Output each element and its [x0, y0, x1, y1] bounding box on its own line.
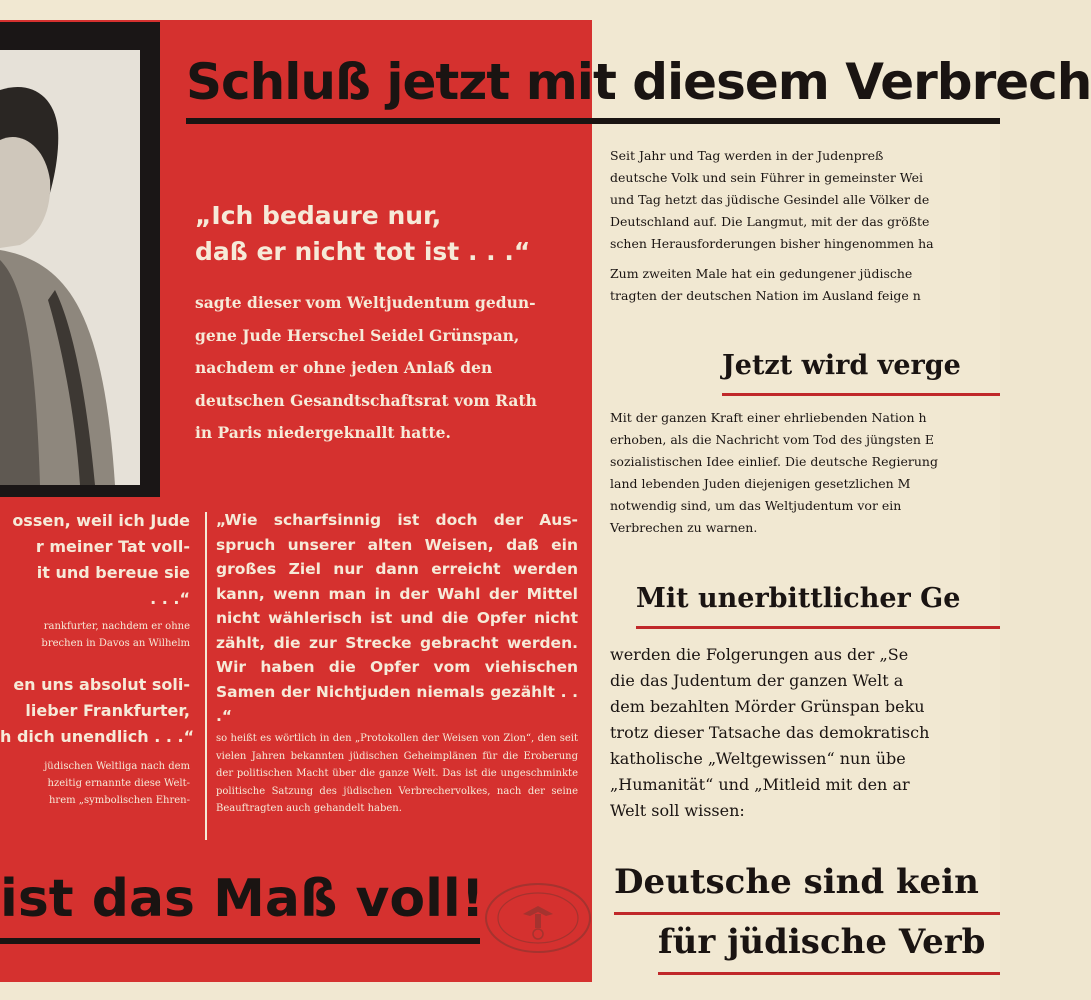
left-column [0, 508, 195, 809]
intro-line: sagte dieser vom Weltjudentum gedun- [195, 293, 536, 312]
main-quote [195, 198, 575, 270]
stamp-seal-icon [478, 878, 598, 958]
subheading-2: Mit unerbittlicher Ge [636, 583, 961, 614]
main-quote-line-2: daß er nicht tot ist . . .“ [195, 237, 531, 266]
intro-line: in Paris niedergeknallt hatte. [195, 423, 451, 442]
portrait-photo [0, 50, 140, 485]
subheading-2-box [636, 583, 1000, 625]
right-paragraph-4: werden die Folgerungen aus der „Se die das Judentum der ganzen Welt a dem bezahlten Mörder Grünspan beku trotz dieser Tatsache das demokratisch katholische „Weltgewissen“ nun übe „Humanität“ und „Mitleid mit den ar Welt soll wissen: [610, 645, 930, 820]
subheading-1-box [722, 350, 1000, 392]
protocols-quote: „Wie scharfsinnig ist doch der Aus-spruch unserer alten Weisen, daß ein großes Ziel nur dann erreicht werden kann, wenn man in der Wahl der Mittel nicht wählerisch ist und die Opfer nicht zählt, die zur Strecke gebracht werden. Wir haben die Opfer vom viehischen Samen der Nichtjuden niemals gezählt . . .“ [216, 511, 578, 725]
left-quote-2: en uns absolut soli- lieber Frankfurter, h dich unendlich . . .“ [0, 675, 195, 746]
headline: Schluß jetzt mit diesem Verbrech [186, 53, 1091, 111]
right-paragraph-3-block [610, 407, 1000, 567]
right-paragraph-1: Seit Jahr und Tag werden in der Judenpreß deutsche Volk und sein Führer in gemeinster Wei und Tag hetzt das jüdische Gesindel alle Völker de Deutschland auf. Die Langmut, mit der das größte schen Herausforderungen bisher hingenommen ha [610, 148, 934, 251]
headline-rule [186, 118, 1000, 124]
left-quote-1: ossen, weil ich Jude r meiner Tat voll- it und bereue sie . . .“ [12, 511, 190, 608]
intro-line: nachdem er ohne jeden Anlaß den [195, 358, 493, 377]
main-quote-line-1: „Ich bedaure nur, [195, 201, 442, 230]
final-line-1-box [614, 862, 1000, 912]
protocols-note: so heißt es wörtlich in den „Protokollen der Weisen von Zion“, den seit vielen Jahren bekannten jüdischen Geheimplänen für die Eroberung der politischen Macht über die ganze Welt. Das ist die ungeschminkte politische Satzung des jüdischen Verbrechervolkes, nach der seine Beauftragten auch gehandelt haben. [216, 733, 578, 814]
intro-line: deutschen Gesandtschaftsrat vom Rath [195, 390, 537, 410]
bottom-rule [0, 938, 480, 944]
column-divider [205, 512, 207, 840]
final-line-1-rule [614, 912, 1000, 915]
final-line-2-rule [658, 972, 1000, 975]
subheading-2-rule [636, 626, 1000, 629]
right-paragraph-3: Mit der ganzen Kraft einer ehrliebenden Nation h erhoben, als die Nachricht vom Tod des jüngsten E sozialistischen Idee einlief. Die deutsche Regierung land lebenden Juden diejenigen gesetzlichen M notwendig sind, um das Weltjudentum vor ein Verbrechen zu warnen. [610, 410, 938, 535]
left-small-1: rankfurter, nachdem er ohne brechen in Davos an Wilhelm [41, 621, 190, 649]
final-line-2-box [658, 922, 1000, 972]
bottom-title: ist das Maß voll! [0, 869, 485, 929]
subheading-1: Jetzt wird verge [722, 350, 961, 381]
left-small-2: jüdischen Weltliga nach dem hzeitig ernannte diese Welt- hrem „symbolischen Ehren- [44, 761, 190, 806]
right-paragraph-4-block [610, 642, 1000, 852]
intro-line: gene Jude Herschel Seidel Grünspan, [195, 325, 520, 345]
right-paragraph-1-block [610, 145, 1000, 335]
subheading-1-rule [722, 393, 1000, 396]
right-paragraph-2: Zum zweiten Male hat ein gedungener jüdische tragten der deutschen Nation im Ausland feige n [610, 266, 921, 303]
final-line-2: für jüdische Verb [658, 922, 986, 962]
photo-frame [0, 22, 160, 497]
intro-text [195, 287, 575, 450]
final-line-1: Deutsche sind kein [614, 862, 979, 902]
